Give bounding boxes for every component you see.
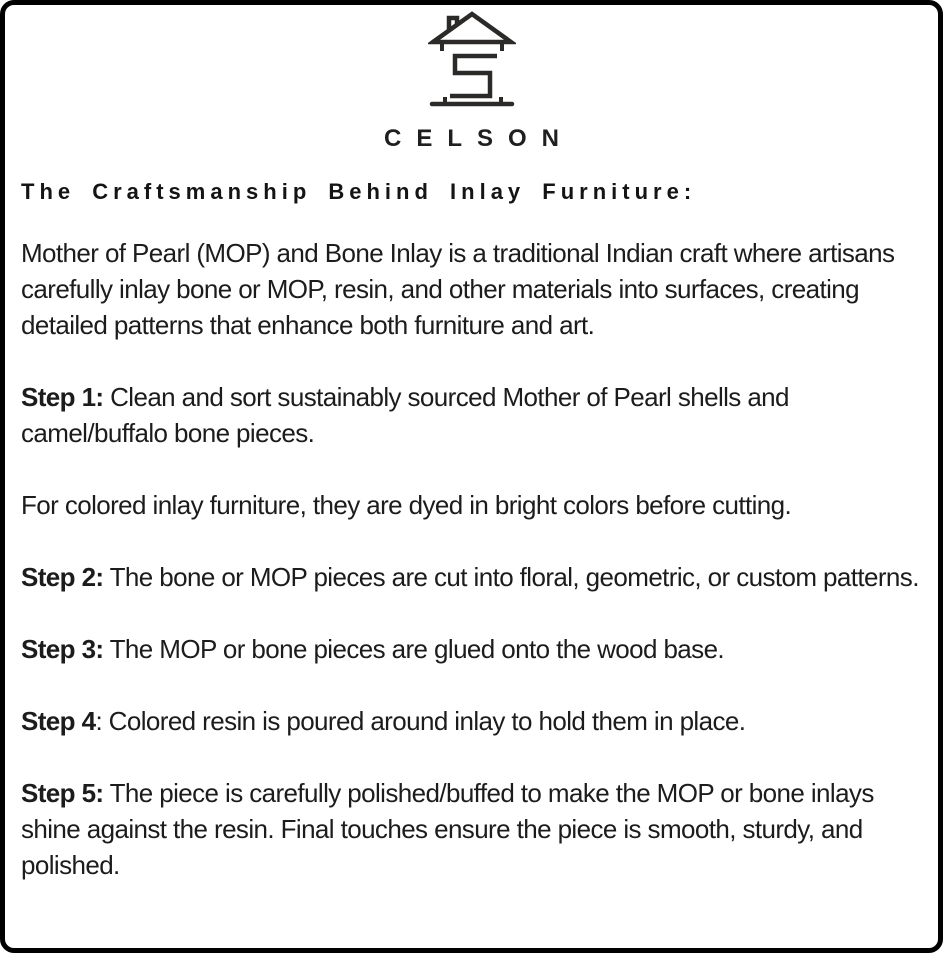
colored-inlay-note-paragraph [21,487,922,523]
step-1-text: Clean and sort sustainably sourced Mother of Pearl shells and camel/buffalo bone pieces. [21,382,789,448]
step-3-text: The MOP or bone pieces are glued onto the wood base. [103,634,725,664]
house-s-logo-icon [21,11,922,109]
note-text: For colored inlay furniture, they are dyed in bright colors before cutting. [21,490,792,520]
intro-text: Mother of Pearl (MOP) and Bone Inlay is a traditional Indian craft where artisans carefully inlay bone or MOP, resin, and other materials into surfaces, creating detailed patterns that enhance both furniture and art. [21,238,895,340]
step-4-label: Step 4 [21,706,96,736]
step-1-paragraph [21,379,922,451]
step-2-paragraph [21,559,922,595]
s-monogram-stroke [450,56,497,96]
step-3-label: Step 3: [21,634,104,664]
page-title: The Craftsmanship Behind Inlay Furniture: [21,179,697,204]
step-4-paragraph [21,703,922,739]
brand-header [21,5,922,153]
step-3-paragraph [21,631,922,667]
intro-paragraph [21,235,922,343]
step-1-label: Step 1: [21,382,104,412]
brand-name: CELSON [383,125,574,152]
roof-stroke [433,14,511,42]
step-2-text: The bone or MOP pieces are cut into floral, geometric, or custom patterns. [103,562,919,592]
step-5-label: Step 5: [21,778,104,808]
step-2-label: Step 2: [21,562,104,592]
step-5-paragraph [21,775,922,883]
step-4-text: : Colored resin is poured around inlay to hold them in place. [95,706,746,736]
body-content [21,235,922,883]
step-5-text: The piece is carefully polished/buffed to make the MOP or bone inlays shine against the resin. Final touches ensure the piece is smooth, sturdy, and polished. [21,778,874,880]
